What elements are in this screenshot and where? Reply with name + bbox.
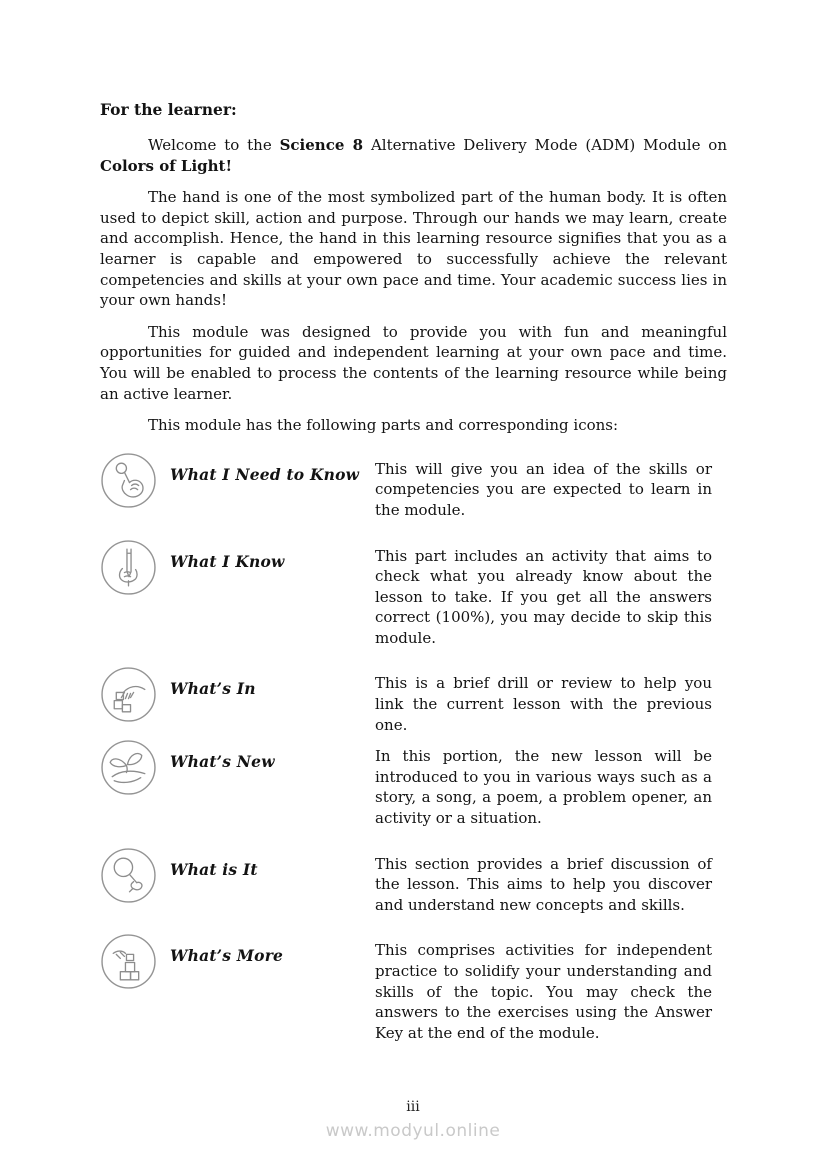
part-description: This will give you an idea of the skills or competencies you are expected to learn in the module. (375, 459, 712, 519)
sprout-hand-icon (100, 739, 157, 796)
table-row (100, 933, 727, 1043)
page-number: iii (406, 1099, 420, 1115)
part-description: This section provides a brief discussion of the lesson. This aims to help you discover and understand new concepts and skills. (375, 854, 712, 914)
table-row (100, 452, 727, 521)
touch-hand-icon (100, 452, 157, 509)
watermark: www.modyul.online (325, 1121, 501, 1141)
hand-symbol-paragraph: The hand is one of the most symbolized part of the human body. It is often used to depict skill, action and purpose. Through our hands we may learn, create and accomplish. Hence, the hand in this learning resource signifies that you as a learner is capable and empowered to successfully achieve the relevant competencies and skills at your own pace and time. Your academic success lies in your own hands! (100, 188, 727, 310)
for-the-learner-heading: For the learner: (100, 100, 237, 119)
part-label: What I Need to Know (170, 464, 360, 484)
part-label: What’s In (170, 679, 256, 699)
parts-table (100, 452, 727, 1044)
part-label: What’s New (170, 752, 275, 772)
table-row (100, 739, 727, 828)
part-description: This is a brief drill or review to help you link the current lesson with the previous one. (375, 674, 712, 734)
table-row (100, 666, 727, 735)
linking-hand-icon (100, 666, 157, 723)
parts-intro-paragraph: This module has the following parts and corresponding icons: (148, 416, 619, 435)
welcome-subject: Science 8 (279, 136, 364, 154)
stacking-blocks-hand-icon (100, 933, 157, 990)
table-row (100, 847, 727, 916)
writing-hand-icon (100, 539, 157, 596)
part-label: What’s More (170, 946, 284, 966)
table-row (100, 539, 727, 649)
part-label: What I Know (170, 551, 285, 571)
module-design-paragraph: This module was designed to provide you with fun and meaningful opportunities for guided and independent learning at your own pace and time. You will be enabled to process the contents of the learning resource while being an active learner. (100, 322, 727, 403)
welcome-mid: Alternative Delivery Mode (ADM) Module on (363, 136, 727, 154)
part-label: What is It (170, 859, 258, 879)
magnifier-hand-icon (100, 847, 157, 904)
part-description: In this portion, the new lesson will be introduced to you in various ways such as a story, a song, a poem, a problem opener, an activity or a situation. (375, 747, 712, 828)
welcome-pre: Welcome to the (148, 136, 280, 154)
welcome-module-title: Colors of Light! (100, 156, 233, 175)
part-description: This part includes an activity that aims to check what you already know about the lesson to take. If you get all the answers correct (100%), you may decide to skip this module. (375, 546, 712, 647)
part-description: This comprises activities for independent practice to solidify your understanding and skills of the topic. You may check the answers to the exercises using the Answer Key at the end of the module. (375, 941, 712, 1042)
welcome-paragraph (100, 135, 727, 176)
